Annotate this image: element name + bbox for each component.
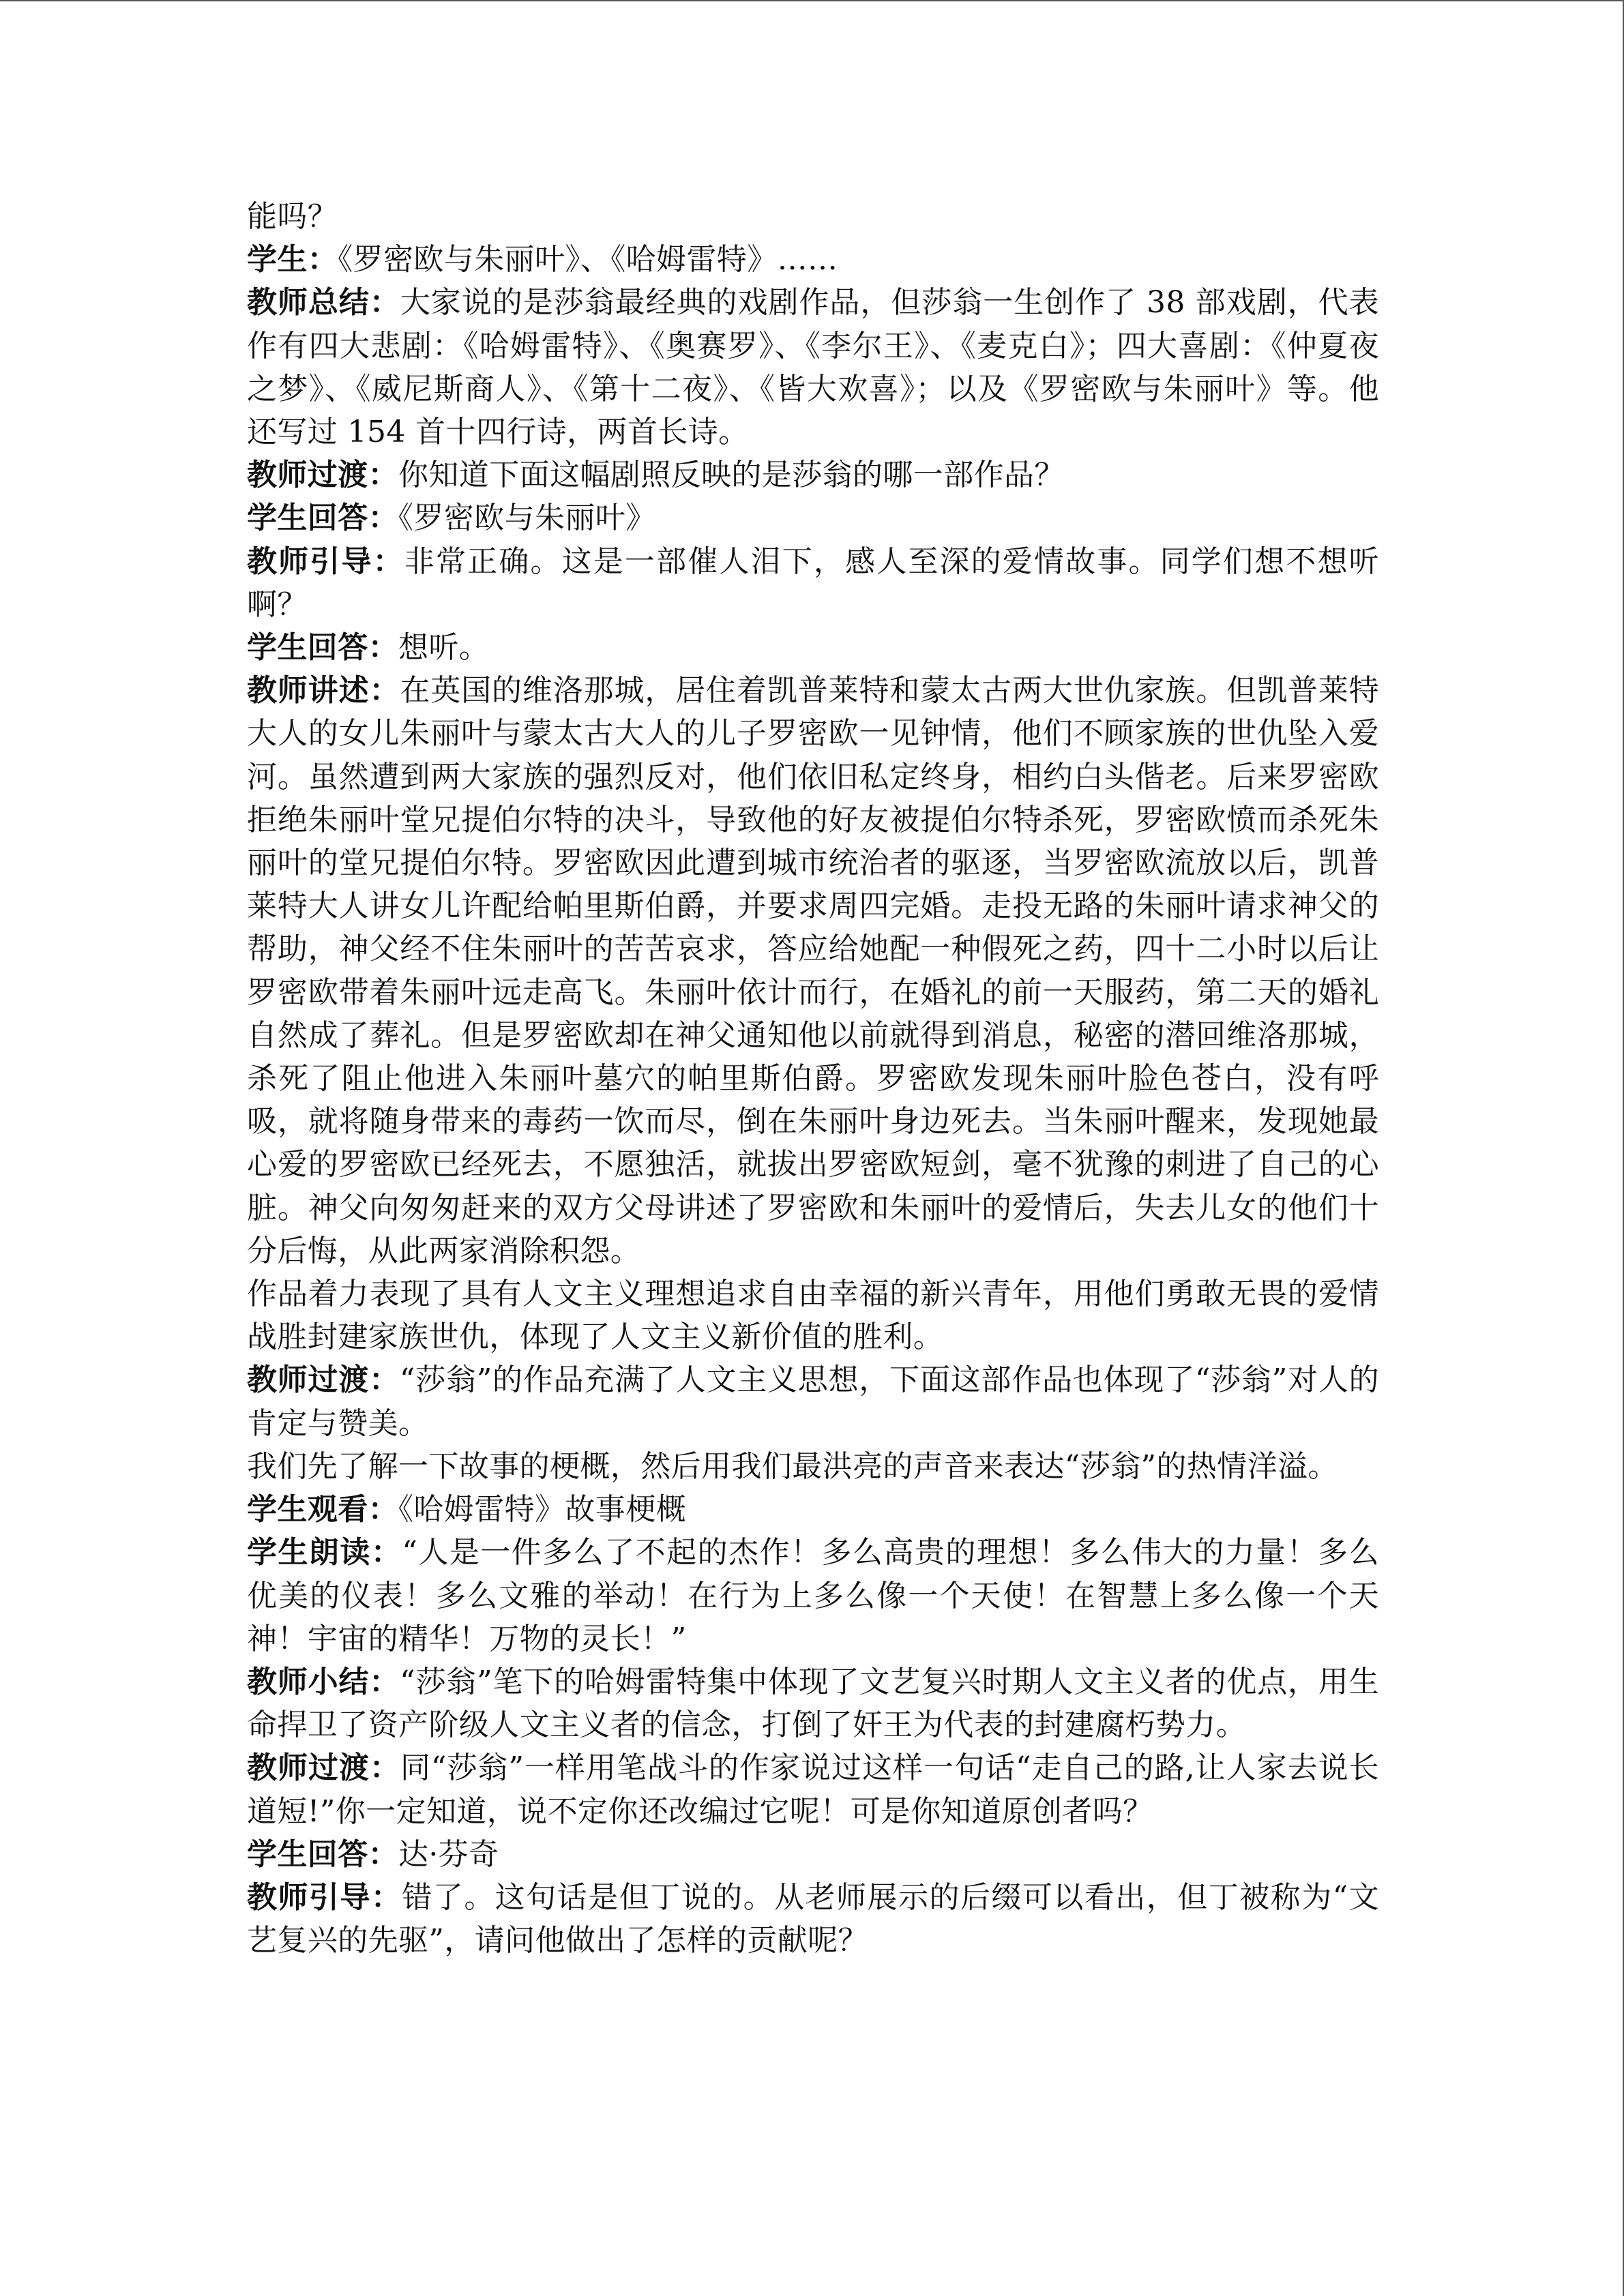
speaker-label: 教师引导： [247,1879,402,1915]
paragraph-4 [247,453,1379,496]
speaker-label: 教师过渡： [247,1362,400,1398]
paragraph-text: “人是一件多么了不起的杰作！多么高贵的理想！多么伟大的力量！多么优美的仪表！多么文雅的举动！在行为上多么像一个天使！在智慧上多么像一个天神！宇宙的精华！万物的灵长！” [247,1535,1379,1656]
speaker-label: 学生回答： [247,1836,398,1872]
paragraph-13 [247,1531,1379,1660]
paragraph-text: 《罗密欧与朱丽叶》、《哈姆雷特》…… [338,242,838,278]
speaker-label: 学生朗读： [247,1535,402,1570]
paragraph-text: 错了。这句话是但丁说的。从老师展示的后缀可以看出，但丁被称为“文艺复兴的先驱”，请问他做出了怎样的贡献呢？ [247,1879,1379,1958]
paragraph-text: 同“莎翁”一样用笔战斗的作家说过这样一句话“走自己的路,让人家去说长道短!”你一定知道，说不定你还改编过它呢！可是你知道原创者吗？ [247,1750,1379,1829]
paragraph-17 [247,1876,1379,1962]
paragraph-text: 想听。 [398,630,490,666]
paragraph-9 [247,1272,1379,1358]
paragraph-text: 能吗？ [247,199,338,234]
paragraph-text: “莎翁”笔下的哈姆雷特集中体现了文艺复兴时期人文主义者的优点，用生命捍卫了资产阶级人文主义者的信念，打倒了奸王为代表的封建腐朽势力。 [247,1664,1380,1743]
speaker-label: 学生： [247,242,338,278]
paragraph-11 [247,1445,1379,1488]
paragraph-2 [247,238,1379,281]
paragraph-text: 大家说的是莎翁最经典的戏剧作品，但莎翁一生创作了 38 部戏剧，代表作有四大悲剧：《哈姆雷特》、《奥赛罗》、《李尔王》、《麦克白》；四大喜剧：《仲夏夜之梦》、《威尼斯商人》、《第十二夜》、《皆大欢喜》；以及《罗密欧与朱丽叶》等。他还写过 154 首十四行诗，两首长诗。 [247,285,1380,450]
paragraph-6 [247,540,1379,626]
paragraph-text: 你知道下面这幅剧照反映的是莎翁的哪一部作品？ [398,458,1065,493]
paragraph-text: 非常正确。这是一部催人泪下，感人至深的爱情故事。同学们想不想听啊？ [247,543,1380,622]
page-top-border [0,0,1623,3]
paragraph-16 [247,1833,1379,1876]
paragraph-text: 《罗密欧与朱丽叶》 [398,501,656,536]
paragraph-8 [247,669,1379,1272]
speaker-label: 教师总结： [247,285,400,320]
paragraph-7 [247,626,1379,669]
speaker-label: 教师过渡： [247,458,398,493]
paragraph-1 [247,195,1379,238]
speaker-label: 学生回答： [247,630,398,666]
speaker-label: 教师引导： [247,543,404,579]
paragraph-text: 在英国的维洛那城，居住着凯普莱特和蒙太古两大世仇家族。但凯普莱特大人的女儿朱丽叶与蒙太古大人的儿子罗密欧一见钟情，他们不顾家族的世仇坠入爱河。虽然遭到两大家族的强烈反对，他们依旧私定终身，相约白头偕老。后来罗密欧拒绝朱丽叶堂兄提伯尔特的决斗，导致他的好友被提伯尔特杀死，罗密欧愤而杀死朱丽叶的堂兄提伯尔特。罗密欧因此遭到城市统治者的驱逐，当罗密欧流放以后，凯普莱特大人讲女儿许配给帕里斯伯爵，并要求周四完婚。走投无路的朱丽叶请求神父的帮助，神父经不住朱丽叶的苦苦哀求，答应给她配一种假死之药，四十二小时以后让罗密欧带着朱丽叶远走高飞。朱丽叶依计而行，在婚礼的前一天服药，第二天的婚礼自然成了葬礼。但是罗密欧却在神父通知他以前就得到消息，秘密的潜回维洛那城，杀死了阻止他进入朱丽叶墓穴的帕里斯伯爵。罗密欧发现朱丽叶脸色苍白，没有呼吸，就将随身带来的毒药一饮而尽，倒在朱丽叶身边死去。当朱丽叶醒来，发现她最心爱的罗密欧已经死去，不愿独活，就拔出罗密欧短剑，毫不犹豫的刺进了自己的心脏。神父向匆匆赶来的双方父母讲述了罗密欧和朱丽叶的爱情后，失去儿女的他们十分后悔，从此两家消除积怨。 [247,673,1380,1268]
speaker-label: 教师讲述： [247,673,400,709]
paragraph-text: 我们先了解一下故事的梗概，然后用我们最洪亮的声音来表达“莎翁”的热情洋溢。 [247,1448,1338,1484]
paragraph-12 [247,1488,1379,1531]
document-body [247,195,1379,1962]
paragraph-14 [247,1660,1379,1746]
paragraph-text: 达·芬奇 [398,1836,499,1872]
speaker-label: 教师过渡： [247,1750,401,1786]
paragraph-5 [247,496,1379,539]
paragraph-3 [247,281,1379,453]
paragraph-text: 《哈姆雷特》故事梗概 [398,1492,686,1527]
paragraph-15 [247,1746,1379,1832]
paragraph-10 [247,1358,1379,1444]
speaker-label: 学生观看： [247,1492,398,1527]
speaker-label: 教师小结： [247,1664,400,1699]
speaker-label: 学生回答： [247,501,398,536]
paragraph-text: 作品着力表现了具有人文主义理想追求自由幸福的新兴青年，用他们勇敢无畏的爱情战胜封建家族世仇，体现了人文主义新价值的胜利。 [247,1277,1379,1355]
paragraph-text: “莎翁”的作品充满了人文主义思想，下面这部作品也体现了“莎翁”对人的肯定与赞美。 [247,1362,1380,1441]
